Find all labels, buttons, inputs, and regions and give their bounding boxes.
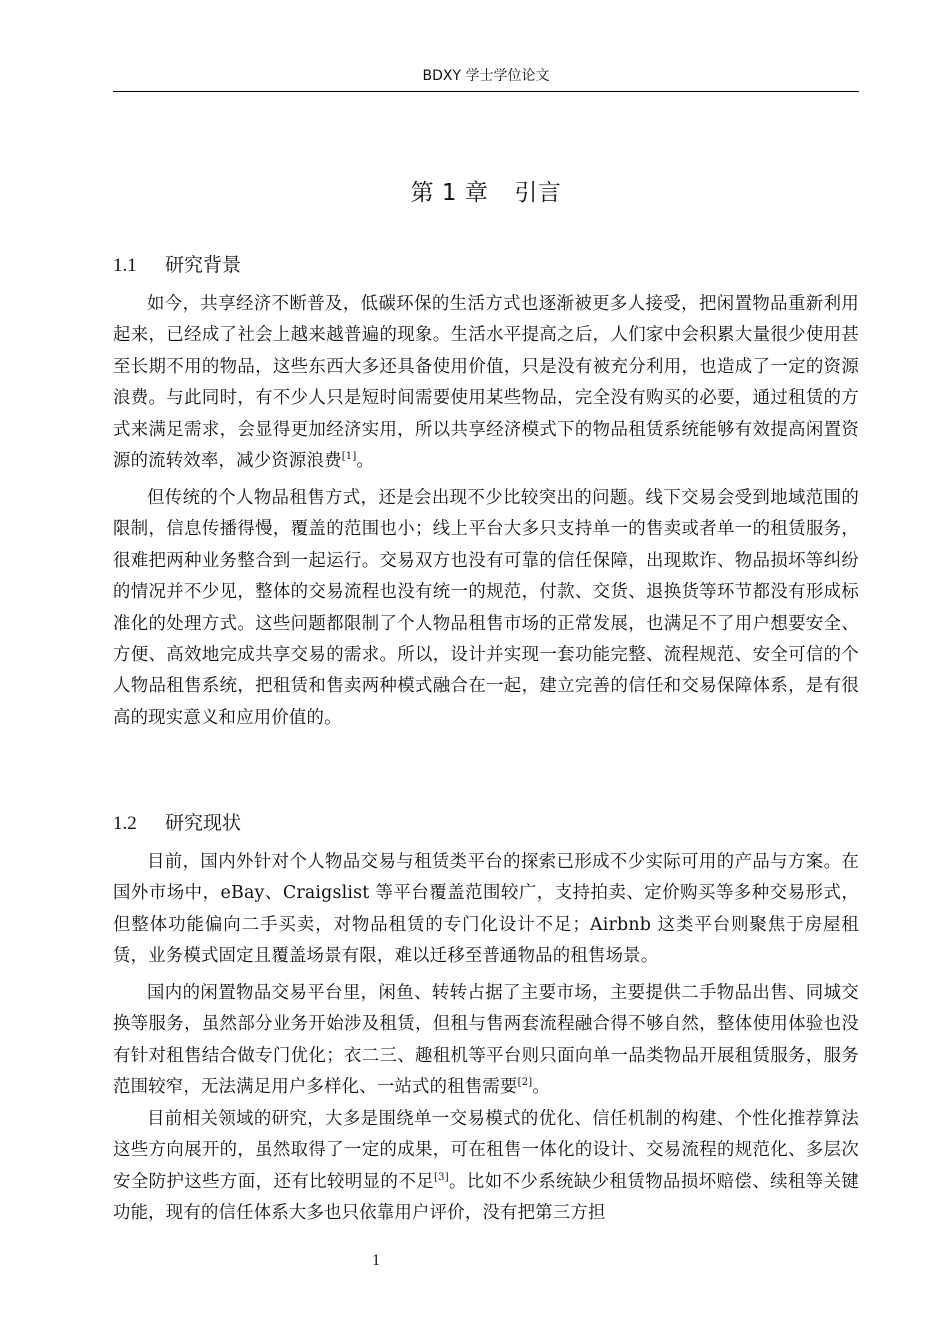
paragraph-background-2 [113, 483, 859, 734]
paragraph-text: 如今，共享经济不断普及，低碳环保的生活方式也逐渐被更多人接受，把闲置物品重新利用起来，已经成了社会上越来越普遍的现象。生活水平提高之后，人们家中会积累大量很少使用甚至长期不用的物品，这些东西大多还具备使用价值，只是没有被充分利用，也造成了一定的资源浪费。与此同时，有不少人只是短时间需要使用某些物品，完全没有购买的必要，通过租赁的方式来满足需求，会显得更加经济实用，所以共享经济模式下的物品租赁系统能够有效提高闲置资源的流转效率，减少资源浪费 [113, 294, 859, 472]
section-name: 研究现状 [165, 812, 242, 834]
paragraph-text: 国内的闲置物品交易平台里，闲鱼、转转占据了主要市场，主要提供二手物品出售、同城交换等服务，虽然部分业务开始涉及租赁，但租与售两套流程融合得不够自然，整体使用体验也没有针对租售结合做专门优化；衣二三、趣租机等平台则只面向单一品类物品开展租赁服务，服务范围较窄，无法满足用户多样化、一站式的租售需要 [113, 983, 859, 1098]
citation-ref[interactable]: [3] [434, 1172, 449, 1184]
paragraph-tail: 。 [356, 451, 375, 472]
section-number: 1.1 [113, 255, 137, 276]
paragraph-background-1 [113, 289, 859, 477]
paragraph-tail: 。比如不少系统缺少租赁物品损坏赔偿、续租等关键功能，现有的信任体系大多也只依靠用户评价，没有把第三方担 [113, 1171, 859, 1224]
paragraph-text: 目前相关领域的研究，大多是围绕单一交易模式的优化、信任机制的构建、个性化推荐算法这些方向展开的，虽然取得了一定的成果，可在租售一体化的设计、交易流程的规范化、多层次安全防护这些方面，还有比较明显的不足 [113, 1109, 859, 1192]
paragraph-text: 但传统的个人物品租售方式，还是会出现不少比较突出的问题。线下交易会受到地域范围的限制，信息传播得慢，覆盖的范围也小；线上平台大多只支持单一的售卖或者单一的租赁服务，很难把两种业务整合到一起运行。交易双方也没有可靠的信任保障，出现欺诈、物品损坏等纠纷的情况并不少见，整体的交易流程也没有统一的规范，付款、交货、退换货等环节都没有形成标准化的处理方式。这些问题都限制了个人物品租售市场的正常发展，也满足不了用户想要安全、方便、高效地完成共享交易的需求。所以，设计并实现一套功能完整、流程规范、安全可信的个人物品租售系统，把租赁和售卖两种模式融合在一起，建立完善的信任和交易保障体系，是有很高的现实意义和应用价值的。 [113, 488, 859, 728]
paragraph-status-2 [113, 978, 859, 1104]
chapter-title [113, 176, 859, 210]
citation-ref[interactable]: [2] [517, 1077, 533, 1089]
citation-ref[interactable]: [1] [341, 451, 357, 463]
section-heading-1-1 [113, 251, 241, 280]
page-number: 1 [372, 1252, 380, 1269]
running-header: BDXY 学士学位论文 [422, 68, 550, 84]
paragraph-status-3 [113, 1104, 859, 1230]
header-rule [113, 91, 859, 92]
chapter-number: 第 1 章 [410, 180, 489, 206]
section-number: 1.2 [113, 813, 137, 834]
section-heading-1-2 [113, 809, 241, 838]
paragraph-status-1 [113, 847, 859, 973]
section-name: 研究背景 [165, 254, 242, 276]
paragraph-text: 目前，国内外针对个人物品交易与租赁类平台的探索已形成不少实际可用的产品与方案。在国外市场中，eBay、Craigslist 等平台覆盖范围较广，支持拍卖、定价购买等多种交易形式，但整体功能偏向二手买卖，对物品租赁的专门化设计不足；Airbnb 这类平台则聚焦于房屋租赁，业务模式固定且覆盖场景有限，难以迁移至普通物品的租售场景。 [113, 852, 859, 967]
paragraph-tail: 。 [532, 1077, 550, 1098]
chapter-name: 引言 [514, 180, 562, 206]
